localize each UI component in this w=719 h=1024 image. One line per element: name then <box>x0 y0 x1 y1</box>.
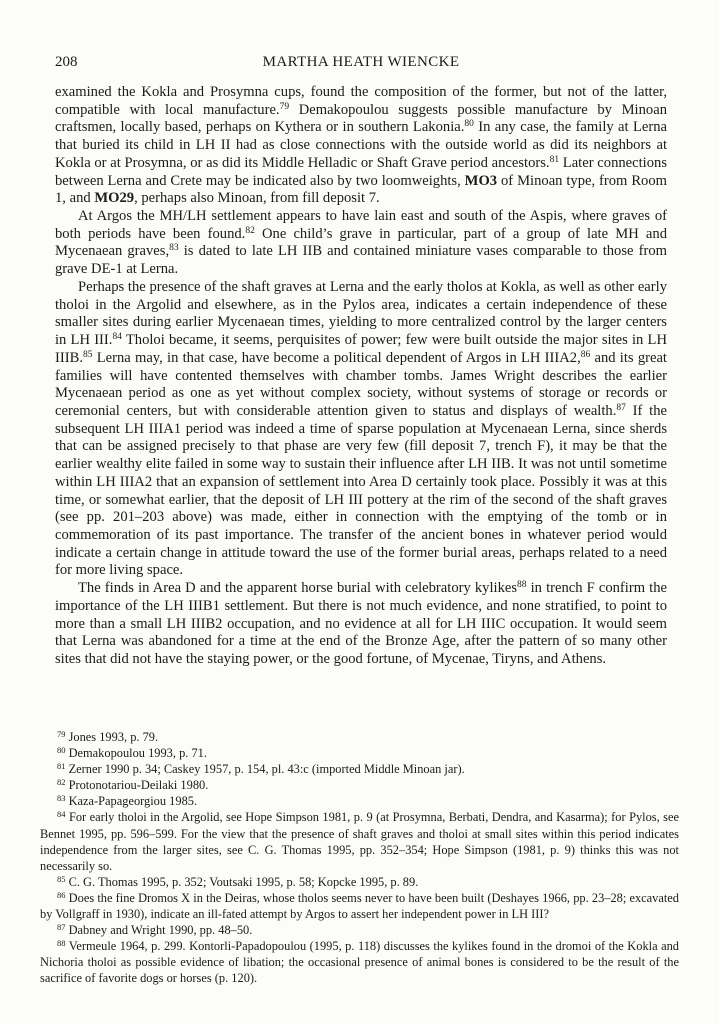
footnote <box>40 922 679 938</box>
footnote-number: 82 <box>57 777 66 788</box>
footnote-number: 87 <box>57 922 66 933</box>
footnote-number: 79 <box>57 729 66 739</box>
body-run: , perhaps also Minoan, from fill deposit 7. <box>134 190 380 207</box>
footnote-reference: 79 <box>279 101 290 112</box>
body-run: is dated to late LH IIB and contained miniature vases comparable to those from grave DE-1 at Lerna. <box>55 243 667 278</box>
body-run: Tholoi became, it seems, perquisites of power; few were built outside the major sites in LH IIIB. <box>55 332 668 366</box>
body-run: examined the Kokla and Prosymna cups, found the composition of the former, but not of the latter, compatible with local manufacture. <box>55 84 667 118</box>
footnote-reference: 83 <box>169 243 179 254</box>
footnote-number: 81 <box>57 761 66 772</box>
footnote <box>40 874 679 890</box>
body-run: In any case, the family at Lerna that buried its child in LH II had as close connections with the outside world as did its neighbors at Kokla or at Prosymna, or as did its Middle Helladic or Shaft Grave period ancestors. <box>55 119 667 171</box>
body-paragraph <box>55 84 667 208</box>
footnote <box>40 890 679 922</box>
footnotes-section <box>40 729 679 987</box>
body-run: If the subsequent LH IIIA1 period was indeed a time of sparse population at Mycenaean Lerna, since sherds that can be assigned precisely to that phase are very few (fill deposit 7, trench F), it may be that the earlier wealthy elite failed in some way to sustain their influence after LH IIB. It was not until sometime within LH IIIA2 that an expansion of settlement into Area D certainly took place. Possibly it was at this time, or somewhat earlier, that the deposit of LH III pottery at the rim of the second of the shaft graves (see pp. 201–203 above) was made, either in connection with the emptying of the tomb or in commemoration of its past importance. The transfer of the ancient bones in whatever period would indicate a certain change in attitude toward the use of the former burial areas, perhaps related to a need for more living space. <box>55 402 667 579</box>
footnote-reference: 86 <box>580 349 591 360</box>
footnote <box>40 729 679 745</box>
footnote-reference: 87 <box>616 402 626 413</box>
footnote-text: Protonotariou-Deilaki 1980. <box>65 778 209 793</box>
footnote-text: Vermeule 1964, p. 299. Kontorli-Papadopoulou (1995, p. 118) discusses the kylikes found in the dromoi of the Kokla and Nichoria tholoi as possible evidence of libation; the occasional presence of animal bones is considered to be the result of the sacrifice of favorite dogs or horses (p. 120). <box>40 939 679 986</box>
footnote-text: Demakopoulou 1993, p. 71. <box>65 746 207 761</box>
page-number: 208 <box>55 54 78 70</box>
footnote <box>40 761 679 777</box>
footnote-text: Does the fine Dromos X in the Deiras, whose tholos seems never to have been built (Deshayes 1966, pp. 23–28; excavated by Vollgraff in 1930), indicate an ill-fated attempt by Argos to assert her independent power in LH III? <box>40 890 679 922</box>
body-run: The finds in Area D and the apparent horse burial with celebratory kylikes <box>78 580 518 597</box>
footnote-number: 83 <box>57 793 66 804</box>
footnote-number: 80 <box>57 745 66 756</box>
footnote-reference: 82 <box>245 225 255 236</box>
body-run: One child’s grave in particular, part of a group of late MH and Mycenaean graves, <box>55 225 667 260</box>
footnote-reference: 84 <box>112 332 122 343</box>
body-run: in trench F confirm the importance of the LH IIIB1 settlement. But there is not much evidence, and none stratified, to point to more than a small LH IIIB2 occupation, and no evidence at all for LH IIIC occupation. It would seem that Lerna was abandoned for a time at the end of the Bronze Age, after the pattern of so many other sites that did not have the staying power, or the good fortune, of Mycenae, Tiryns, and Athens. <box>55 580 667 667</box>
footnote <box>40 745 679 761</box>
footnote-number: 85 <box>57 873 66 884</box>
footnote-text: Jones 1993, p. 79. <box>65 730 159 744</box>
body-run: At Argos the MH/LH settlement appears to have lain east and south of the Aspis, where graves of both periods have been found. <box>55 208 667 242</box>
footnote-text: C. G. Thomas 1995, p. 352; Voutsaki 1995, p. 58; Kopcke 1995, p. 89. <box>65 874 419 889</box>
body-text <box>55 84 667 669</box>
footnote-number: 88 <box>57 938 66 949</box>
body-run: and its great families will have contented themselves with chamber tombs. James Wright describes the earlier Mycenaean period as one as yet without complex society, without systems of storage or records or ceremonial centers, but with considerable attention given to status and displays of wealth. <box>55 349 667 419</box>
footnote-text: Zerner 1990 p. 34; Caskey 1957, p. 154, pl. 43:c (imported Middle Minoan jar). <box>65 762 465 777</box>
footnote <box>40 793 679 809</box>
footnote-reference: 81 <box>549 154 560 165</box>
body-run: Demakopoulou suggests possible manufacture by Minoan craftsmen, locally based, perhaps on Kythera or in southern Lakonia. <box>55 101 667 136</box>
body-paragraph <box>55 580 667 669</box>
body-run: Later connections between Lerna and Crete may be indicated also by two loomweights, <box>55 154 667 189</box>
footnote-text: Dabney and Wright 1990, pp. 48–50. <box>65 923 253 938</box>
body-run: Perhaps the presence of the shaft graves at Lerna and the early tholos at Kokla, as well as other early tholoi in the Argolid and elsewhere, as in the Pylos area, indicates a certain independence of these smaller sites during earlier Mycenaean times, yielding to more centralized control by the larger centers in LH III. <box>55 278 667 349</box>
footnote <box>40 777 679 793</box>
footnote-text: For early tholoi in the Argolid, see Hope Simpson 1981, p. 9 (at Prosymna, Berbati, Dendra, and Kasarma); for Pylos, see Bennet 1995, pp. 596–599. For the view that the presence of shaft graves and tholoi at small sites within this period indicates independence from the larger sites, see C. G. Thomas 1995, pp. 352–354; Hope Simpson (1981, p. 9) thinks this was not necessarily so. <box>40 810 679 873</box>
footnote-number: 84 <box>57 809 66 820</box>
footnote-reference: 85 <box>82 349 93 360</box>
footnote <box>40 938 679 986</box>
running-title: MARTHA HEATH WIENCKE <box>262 54 460 70</box>
footnote-number: 86 <box>57 889 66 900</box>
footnote-reference: 88 <box>517 580 527 591</box>
footnote <box>40 809 679 873</box>
body-run: Lerna may, in that case, have become a political dependent of Argos in LH IIIA2, <box>92 349 581 366</box>
footnote-text: Kaza-Papageorgiou 1985. <box>65 794 198 809</box>
body-paragraph <box>55 279 667 580</box>
body-run: of Minoan type, from Room 1, and <box>55 172 667 207</box>
catalog-number: MO29 <box>94 190 135 207</box>
catalog-number: MO3 <box>464 172 498 189</box>
footnote-reference: 80 <box>464 119 474 130</box>
running-header <box>55 54 667 76</box>
body-paragraph <box>55 208 667 279</box>
